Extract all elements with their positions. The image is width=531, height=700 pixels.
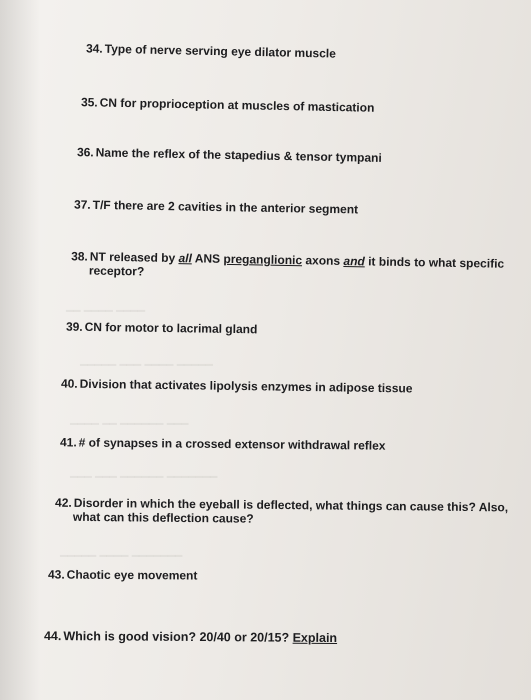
question-38: 38. NT released by all ANS preganglionic axons and it binds to what specific receptor? [71, 249, 505, 279]
question-35: 35. CN for proprioception at muscles of mastication [80, 95, 375, 115]
question-43: 43. Chaotic eye movement [47, 567, 198, 583]
page-shadow [0, 0, 40, 700]
question-37: 37. T/F there are 2 cavities in the anterior segment [73, 197, 359, 217]
question-44: 44. Which is good vision? 20/40 or 20/15? Explain [43, 628, 338, 646]
question-41: 41. # of synapses in a crossed extensor withdrawal reflex [59, 435, 386, 453]
question-40: 40. Division that activates lipolysis enzymes in adipose tissue [60, 376, 413, 396]
bleed-through-text: ━━ ━━━━ ━━━━ [66, 304, 145, 318]
question-42: 42. Disorder in which the eyeball is deflected, what things can cause this? Also, what can this deflection cause? [55, 495, 509, 526]
bleed-through-text: ━━━━━ ━━━━ ━━━━━━━ [60, 549, 183, 563]
bleed-through-text: ━━━━━ ━━━ ━━━━ ━━━━━ [80, 358, 213, 372]
question-39: 39. CN for motor to lacrimal gland [65, 319, 258, 337]
question-36: 36. Name the reflex of the stapedius & tensor tympani [76, 145, 382, 165]
bleed-through-text: ━━━ ━━━ ━━━━━━ ━━━━━━━ [70, 470, 218, 484]
emphasis-and: and [343, 253, 365, 269]
explain-underlined: Explain [292, 630, 338, 646]
question-34: 34. Type of nerve serving eye dilator muscle [85, 41, 337, 61]
emphasis-all: all [178, 251, 193, 266]
bleed-through-text: ━━━━ ━━ ━━━━━━ ━━━ [70, 417, 189, 431]
emphasis-preganglionic: preganglionic [223, 251, 303, 268]
